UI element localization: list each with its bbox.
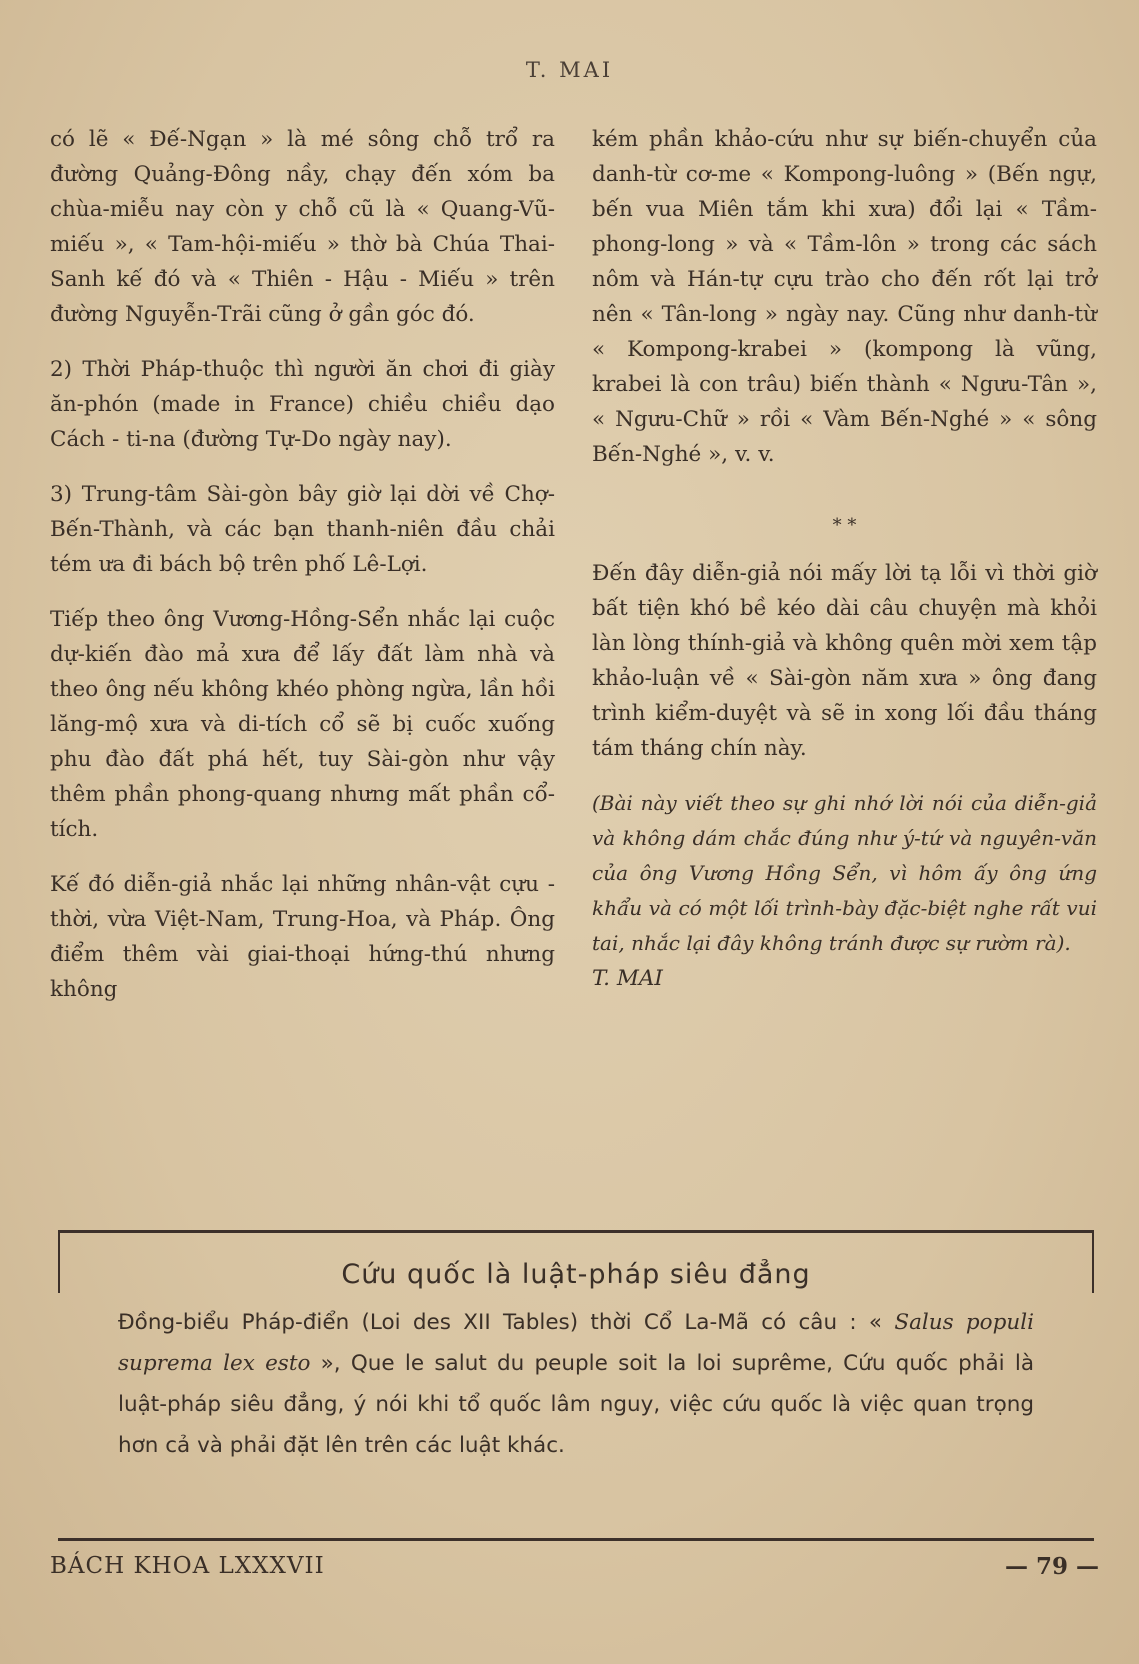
- running-head: T. MAI: [525, 58, 614, 82]
- paragraph: 3) Trung-tâm Sài-gòn bây giờ lại dời về Chợ-Bến-Thành, và các bạn thanh-niên đầu chải tém ưa đi bách bộ trên phố Lê-Lợi.: [50, 482, 555, 577]
- box-text: Đồng-biểu Pháp-điển (Loi des XII Tables) thời Cổ La-Mã có câu : «: [118, 1310, 895, 1335]
- paragraph: Đến đây diễn-giả nói mấy lời tạ lỗi vì thời giờ bất tiện khó bề kéo dài câu chuyện mà khỏi làn lòng thính-giả và không quên mời xem tập khảo-luận về « Sài-gòn năm xưa » ông đang trình kiểm-duyệt và sẽ in xong lối đầu tháng tám tháng chín này.: [592, 561, 1097, 761]
- paragraph: Tiếp theo ông Vương-Hồng-Sển nhắc lại cuộc dự-kiến đào mả xưa để lấy đất làm nhà và theo ông nếu không khéo phòng ngừa, lần hồi lăng-mộ xưa và di-tích cổ sẽ bị cuốc xuống phu đào đất phá hết, tuy Sài-gòn như vậy thêm phần phong-quang nhưng mất phần cổ-tích.: [50, 607, 555, 842]
- box-body: [118, 1302, 1034, 1466]
- paragraph: Kế đó diễn-giả nhắc lại những nhân-vật cựu - thời, vừa Việt-Nam, Trung-Hoa, và Pháp. Ông điểm thêm vài giai-thoại hứng-thú nhưng không: [50, 872, 555, 1002]
- paragraph: 2) Thời Pháp-thuộc thì người ăn chơi đi giày ăn-phón (made in France) chiều chiều dạo Cách - ti-na (đường Tự-Do ngày nay).: [50, 357, 555, 452]
- editor-note: (Bài này viết theo sự ghi nhớ lời nói của diễn-giả và không dám chắc đúng như ý-tứ và nguyên-văn của ông Vương Hồng Sển, vì hôm ấy ông ứng khẩu và có một lối trình-bày đặc-biệt nghe rất vui tai, nhắc lại đây không tránh được sự rườm rà).: [592, 791, 1097, 955]
- page-number: — 79 —: [1004, 1553, 1099, 1580]
- latin-quote: Salus populi suprema lex esto: [118, 1310, 1034, 1376]
- paragraph: kém phần khảo-cứu như sự biến-chuyển của danh-từ cơ-me « Kompong-luông » (Bến ngự, bến vua Miên tắm khi xưa) đổi lại « Tầm-phong-long » và « Tầm-lôn » trong các sách nôm và Hán-tự cựu trào cho đến rốt lại trở nên « Tân-long » ngày nay. Cũng như danh-từ « Kompong-krabei » (kompong là vũng, krabei là con trâu) biến thành « Ngưu-Tân », « Ngưu-Chữ » rồi « Vàm Bến-Nghé » « sông Bến-Nghé », v. v.: [592, 127, 1097, 467]
- paragraph: có lẽ « Đế-Ngạn » là mé sông chỗ trổ ra đường Quảng-Đông nầy, chạy đến xóm ba chùa-miễu nay còn y chỗ cũ là « Quang-Vũ-miếu », « Tam-hội-miếu » thờ bà Chúa Thai-Sanh kế đó và « Thiên - Hậu - Miếu » trên đường Nguyễn-Trãi cũng ở gần góc đó.: [50, 127, 555, 327]
- box-text: », Que le salut du peuple soit la loi suprême, Cứu quốc phải là luật-pháp siêu đẳng, ý nói khi tổ quốc lâm nguy, việc cứu quốc là việc quan trọng hơn cả và phải đặt lên trên các luật khác.: [118, 1351, 1034, 1458]
- boxed-quote: [58, 1230, 1094, 1541]
- right-column: [592, 122, 1097, 996]
- author-signature: T. MAI: [592, 966, 663, 991]
- box-title: Cứu quốc là luật-pháp siêu đẳng: [341, 1259, 811, 1290]
- journal-name: BÁCH KHOA LXXXVII: [50, 1553, 325, 1579]
- asterism: * *: [832, 515, 857, 536]
- left-column: [50, 122, 555, 1007]
